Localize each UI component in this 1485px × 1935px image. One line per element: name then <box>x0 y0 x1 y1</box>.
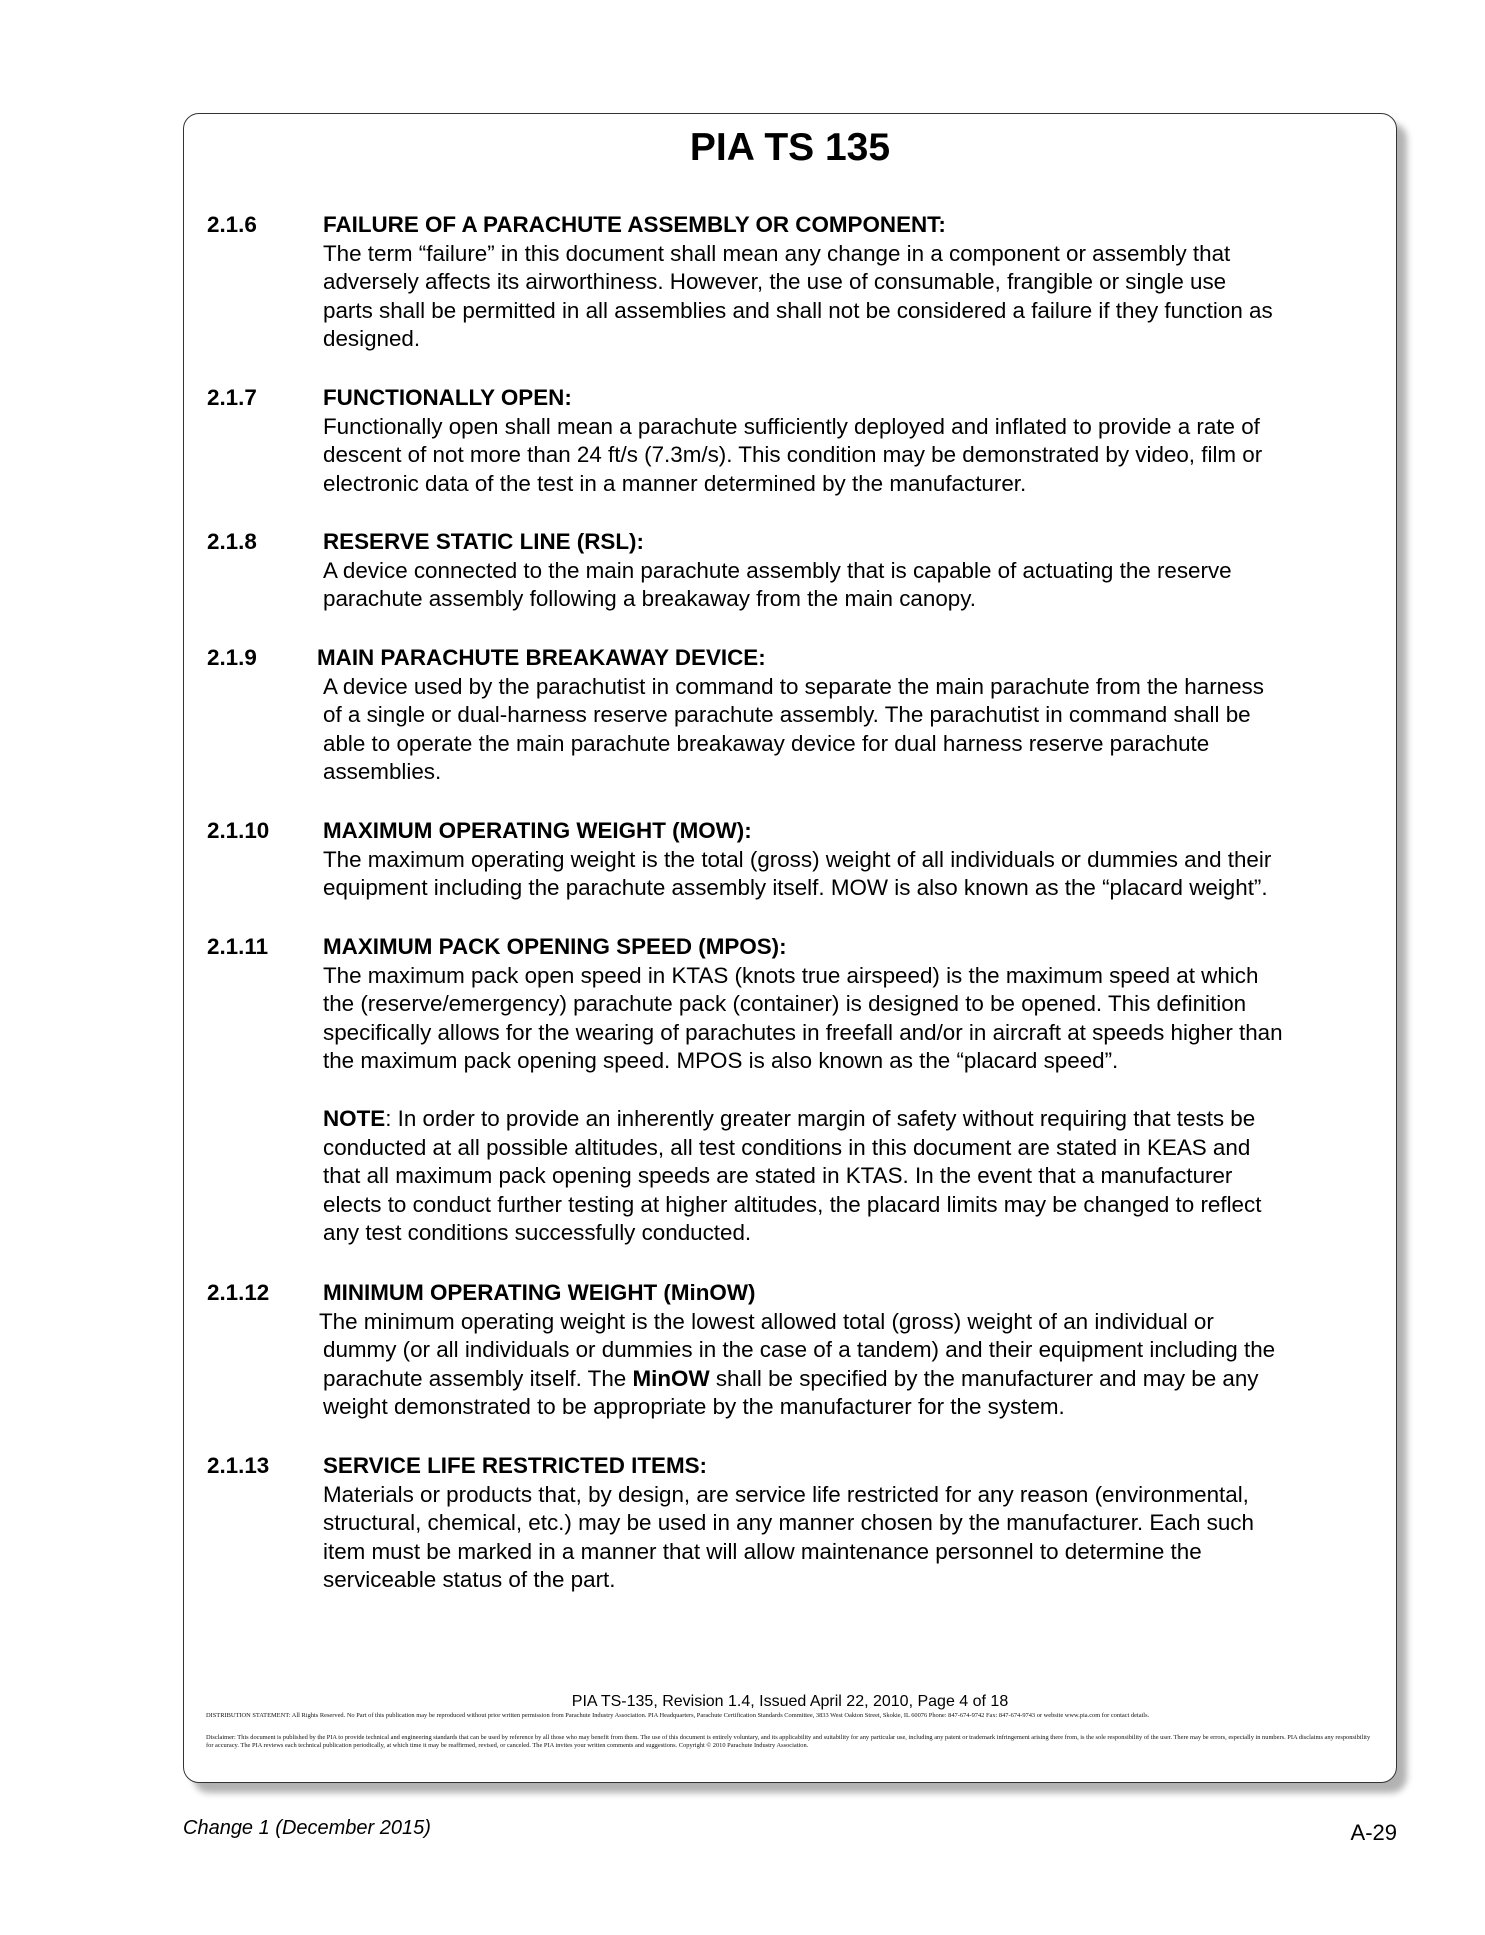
section-note <box>323 1105 1353 1248</box>
page-number: A-29 <box>1350 1820 1397 1845</box>
section-heading: MAIN PARACHUTE BREAKAWAY DEVICE: <box>317 645 766 670</box>
section-number: 2.1.13 <box>207 1453 270 1478</box>
section-body: Functionally open shall mean a parachute sufficiently deployed and inflated to provide a rate of descent of not more than 24 ft/s (7.3m/s). This condition may be demonstrated by video, film or electronic data of the test in a manner determined by the manufacturer. <box>323 413 1263 496</box>
section-body: The maximum operating weight is the total (gross) weight of all individuals or dummies and their equipment including the parachute assembly itself. MOW is also known as the “placard weight”. <box>323 846 1272 901</box>
section-body <box>319 1308 1353 1422</box>
body-text: shall be specified by the manufacturer and may be any weight demonstrated to be appropriate by the manufacturer for the system. <box>323 1365 1259 1420</box>
section-number: 2.1.6 <box>207 212 257 237</box>
section-number: 2.1.10 <box>207 818 270 843</box>
section-body: A device used by the parachutist in command to separate the main parachute from the harness of a single or dual-harness reserve parachute assembly. The parachutist in command shall be able to operate the main parachute breakaway device for dual harness reserve parachute assemblies. <box>323 673 1264 785</box>
section-number: 2.1.9 <box>207 645 257 670</box>
section-number: 2.1.11 <box>207 934 269 959</box>
section-number: 2.1.7 <box>207 385 257 410</box>
section-number: 2.1.8 <box>207 529 257 554</box>
disclaimer: Disclaimer: This document is published by the PIA to provide technical and engineering standards that can be used by reference by all those who may benefit from them. The use of this document is entirely voluntary, and its applicability and suitability for any particular use, including any patent or trademark infringement arising there from, is the sole responsibility of the user. There may be errors, especially in numbers. PIA disclaims any responsibility for accuracy. The PIA reviews each technical publication periodically, at which time it may be reaffirmed, revised, or canceled. The PIA invites your written comments and suggestions. Copyright © 2010 Parachute Industry Association. <box>206 1734 1371 1749</box>
section-heading: RESERVE STATIC LINE (RSL): <box>323 529 644 554</box>
section-heading: MINIMUM OPERATING WEIGHT (MinOW) <box>323 1280 756 1305</box>
section-heading: FUNCTIONALLY OPEN: <box>323 385 572 410</box>
section-number: 2.1.12 <box>207 1280 270 1305</box>
section-body: The maximum pack open speed in KTAS (knots true airspeed) is the maximum speed at which the (reserve/emergency) parachute pack (container) is designed to be opened. This definition specifically allows for the wearing of parachutes in freefall and/or in aircraft at speeds higher than the maximum pack opening speed. MPOS is also known as the “placard speed”. <box>323 962 1283 1074</box>
distribution-statement: DISTRIBUTION STATEMENT: All Rights Reserved. No Part of this publication may be reproduced without prior written permission from Parachute Industry Association. PIA Headquarters, Parachute Certification Standards Committee, 3833 West Oakton Street, Skokie, IL 60076 Phone: 847-674-9742 Fax: 847-674-9743 or website www.pia.com for contact details. <box>206 1712 1150 1719</box>
body-bold-term: MinOW <box>632 1365 710 1391</box>
section-body: Materials or products that, by design, are service life restricted for any reason (environmental, structural, chemical, etc.) may be used in any manner chosen by the manufacturer. Each such item must be marked in a manner that will allow maintenance personnel to determine the serviceable status of the part. <box>323 1481 1254 1593</box>
section-heading: MAXIMUM OPERATING WEIGHT (MOW): <box>323 818 752 843</box>
section-heading: MAXIMUM PACK OPENING SPEED (MPOS): <box>323 934 787 959</box>
section-body: The term “failure” in this document shall mean any change in a component or assembly that adversely affects its airworthiness. However, the use of consumable, frangible or single use parts shall be permitted in all assemblies and shall not be considered a failure if they function as designed. <box>323 240 1273 352</box>
revision-line: PIA TS-135, Revision 1.4, Issued April 22, 2010, Page 4 of 18 <box>571 1693 1009 1710</box>
section-heading: SERVICE LIFE RESTRICTED ITEMS: <box>323 1453 707 1478</box>
section-body: A device connected to the main parachute assembly that is capable of actuating the reserve parachute assembly following a breakaway from the main canopy. <box>323 557 1232 612</box>
body-text: The minimum operating weight is the lowest allowed total (gross) weight of an individual or dummy (or all individuals or dummies in the case of a tandem) and their equipment including the parachute assembly itself. The <box>319 1308 1276 1391</box>
note-text: : In order to provide an inherently greater margin of safety without requiring that tests be conducted at all possible altitudes, all test conditions in this document are stated in KEAS and that all maximum pack opening speeds are stated in KTAS. In the event that a manufacturer elects to conduct further testing at higher altitudes, the placard limits may be changed to reflect any test conditions successfully conducted. <box>323 1106 1262 1246</box>
change-note: Change 1 (December 2015) <box>183 1817 431 1839</box>
section-heading: FAILURE OF A PARACHUTE ASSEMBLY OR COMPONENT: <box>323 212 946 237</box>
document-title: PIA TS 135 <box>689 126 891 169</box>
note-label: NOTE <box>323 1106 386 1131</box>
